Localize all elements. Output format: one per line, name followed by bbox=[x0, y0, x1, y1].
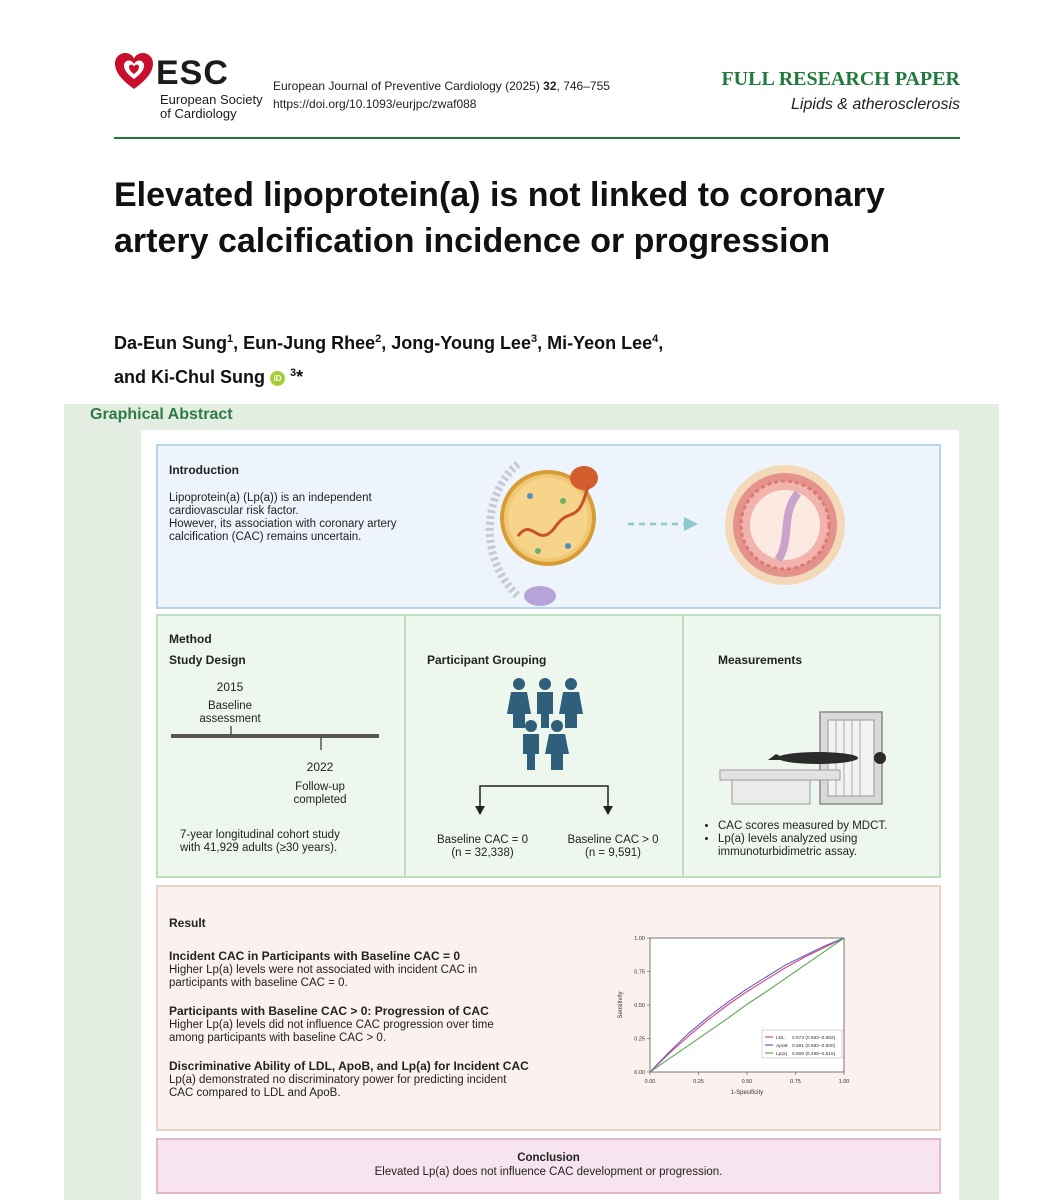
y-tick-label: 1.00 bbox=[634, 936, 645, 942]
author-name[interactable]: Da-Eun Sung bbox=[114, 333, 227, 353]
followup-line: completed bbox=[293, 794, 347, 806]
group-baseline-cac-positive bbox=[553, 834, 673, 860]
intro-line: Lipoprotein(a) (Lp(a)) is an independent bbox=[169, 492, 372, 504]
participant-grouping-heading: Participant Grouping bbox=[427, 653, 547, 667]
artery-cross-section-illustration bbox=[720, 460, 850, 590]
introduction-text bbox=[169, 492, 397, 544]
result-line: Higher Lp(a) levels did not influence CAC progression over time bbox=[169, 1019, 494, 1031]
paper-type: FULL RESEARCH PAPER bbox=[721, 68, 960, 90]
result-text bbox=[169, 1019, 494, 1045]
author-name[interactable]: Ki-Chul Sung bbox=[151, 367, 266, 387]
legend-series-name: Lp(a) bbox=[776, 1052, 788, 1057]
people-group-icon bbox=[505, 676, 585, 772]
x-tick-label: 0.50 bbox=[741, 1079, 753, 1085]
result-line: CAC compared to LDL and ApoB. bbox=[169, 1087, 341, 1099]
grouping-split-arrows bbox=[470, 780, 620, 816]
author-name[interactable]: Mi-Yeon Lee bbox=[547, 333, 653, 353]
study-timeline bbox=[171, 724, 381, 754]
result-subheading: Participants with Baseline CAC > 0: Progression of CAC bbox=[169, 1004, 489, 1018]
affiliation-sup: 4 bbox=[652, 333, 659, 345]
group-baseline-cac-zero bbox=[425, 834, 540, 860]
method-divider bbox=[682, 614, 684, 878]
measurement-line: Lp(a) levels analyzed using bbox=[718, 833, 858, 845]
orcid-icon[interactable]: iD bbox=[270, 371, 285, 386]
society-line-1: European Society bbox=[160, 92, 263, 107]
cohort-description bbox=[180, 829, 340, 855]
affiliation-sup: 3 bbox=[530, 333, 538, 345]
roc-curve-chart bbox=[608, 926, 864, 1106]
ct-scanner-icon bbox=[718, 708, 890, 808]
affiliation-sup: 1 bbox=[227, 333, 234, 345]
legend-series-name: ApoB bbox=[776, 1044, 788, 1049]
cohort-line: with 41,929 adults (≥30 years). bbox=[180, 842, 338, 854]
result-line: participants with baseline CAC = 0. bbox=[169, 977, 348, 989]
intro-line: calcification (CAC) remains uncertain. bbox=[169, 531, 362, 543]
result-line: Higher Lp(a) levels were not associated with incident CAC in bbox=[169, 964, 478, 976]
paper-topic: Lipids & atherosclerosis bbox=[791, 96, 960, 113]
journal-volume: 32 bbox=[543, 79, 557, 93]
society-line-2: of Cardiology bbox=[160, 106, 237, 121]
conclusion-heading: Conclusion bbox=[517, 1152, 580, 1164]
journal-pages: , 746–755 bbox=[556, 79, 610, 93]
legend-series-stats: 0.591 (0.582–0.600) bbox=[792, 1044, 836, 1049]
group-count: (n = 9,591) bbox=[585, 847, 641, 859]
introduction-heading: Introduction bbox=[169, 463, 239, 477]
society-name bbox=[160, 93, 263, 121]
group-label: Baseline CAC = 0 bbox=[436, 834, 529, 846]
affiliation-sup: 2 bbox=[375, 333, 382, 345]
result-text bbox=[169, 1074, 507, 1100]
method-divider bbox=[404, 614, 406, 878]
lipoprotein-particle-illustration bbox=[478, 456, 618, 606]
result-subheading: Incident CAC in Participants with Baseline CAC = 0 bbox=[169, 949, 461, 963]
baseline-label bbox=[190, 700, 270, 726]
author-list: Da-Eun Sung$^1$, Eun-Jung Rhee$^2$, Jong-Young Lee$^3$, Mi-Yeon Lee$^4$, and Ki-Chul Sung iD $^3$* bbox=[114, 333, 664, 387]
y-tick-label: 0.25 bbox=[634, 1036, 645, 1043]
affiliation-sup: 3 bbox=[290, 367, 297, 379]
y-tick-label: 0.00 bbox=[634, 1070, 645, 1076]
measurement-line: immunoturbidimetric assay. bbox=[718, 846, 858, 858]
year-start: 2015 bbox=[216, 680, 244, 694]
journal-citation bbox=[273, 79, 610, 93]
x-axis-label: 1-Specificity bbox=[730, 1090, 764, 1096]
measurements-heading: Measurements bbox=[718, 653, 803, 667]
result-line: among participants with baseline CAC > 0. bbox=[169, 1032, 387, 1044]
method-heading: Method bbox=[169, 632, 212, 646]
study-design-heading: Study Design bbox=[169, 653, 246, 667]
graphical-abstract-heading: Graphical Abstract bbox=[90, 406, 233, 423]
y-tick-label: 0.75 bbox=[634, 969, 645, 976]
group-count: (n = 32,338) bbox=[451, 847, 514, 859]
corresponding-mark: * bbox=[296, 367, 304, 387]
dashed-arrow-icon bbox=[628, 514, 698, 534]
baseline-line: assessment bbox=[199, 713, 261, 725]
intro-line: However, its association with coronary artery bbox=[169, 518, 397, 530]
header-divider bbox=[114, 137, 960, 139]
legend-series-name: LDL bbox=[776, 1036, 785, 1041]
esc-heart-logo-icon bbox=[114, 52, 154, 92]
cohort-line: 7-year longitudinal cohort study bbox=[180, 829, 340, 841]
intro-line: cardiovascular risk factor. bbox=[169, 505, 299, 517]
x-tick-label: 0.00 bbox=[644, 1079, 656, 1085]
y-tick-label: 0.50 bbox=[634, 1003, 645, 1009]
conclusion-text: Elevated Lp(a) does not influence CAC development or progression. bbox=[374, 1166, 723, 1178]
measurement-item: • CAC scores measured by MDCT. bbox=[718, 820, 948, 833]
x-tick-label: 0.75 bbox=[790, 1079, 801, 1085]
result-text bbox=[169, 964, 477, 990]
year-end: 2022 bbox=[306, 760, 334, 774]
followup-label bbox=[280, 781, 360, 807]
result-line: Lp(a) demonstrated no discriminatory power for predicting incident bbox=[169, 1074, 507, 1086]
result-subheading: Discriminative Ability of LDL, ApoB, and Lp(a) for Incident CAC bbox=[169, 1059, 529, 1073]
measurement-list bbox=[700, 820, 948, 859]
followup-line: Follow-up bbox=[295, 781, 345, 793]
measurement-item bbox=[718, 833, 948, 859]
and-text: and bbox=[114, 367, 147, 387]
y-axis-label: Sensitivity bbox=[618, 991, 624, 1019]
author-name[interactable]: Jong-Young Lee bbox=[391, 333, 531, 353]
legend-series-stats: 0.506 (0.496–0.515) bbox=[792, 1052, 836, 1057]
esc-brand: ESC bbox=[156, 54, 229, 92]
x-tick-label: 1.00 bbox=[838, 1079, 850, 1085]
x-tick-label: 0.25 bbox=[693, 1079, 704, 1085]
journal-name: European Journal of Preventive Cardiology (2025) bbox=[273, 79, 540, 93]
baseline-line: Baseline bbox=[207, 700, 253, 712]
article-title: Elevated lipoprotein(a) is not linked to coronary artery calcification incidence or progression bbox=[114, 176, 885, 260]
legend-series-stats: 0.573 (0.563–0.582) bbox=[792, 1036, 836, 1041]
group-label: Baseline CAC > 0 bbox=[567, 834, 659, 846]
doi-link[interactable]: https://doi.org/10.1093/eurjpc/zwaf088 bbox=[273, 97, 477, 111]
author-name[interactable]: Eun-Jung Rhee bbox=[243, 333, 376, 353]
result-heading: Result bbox=[169, 916, 206, 930]
